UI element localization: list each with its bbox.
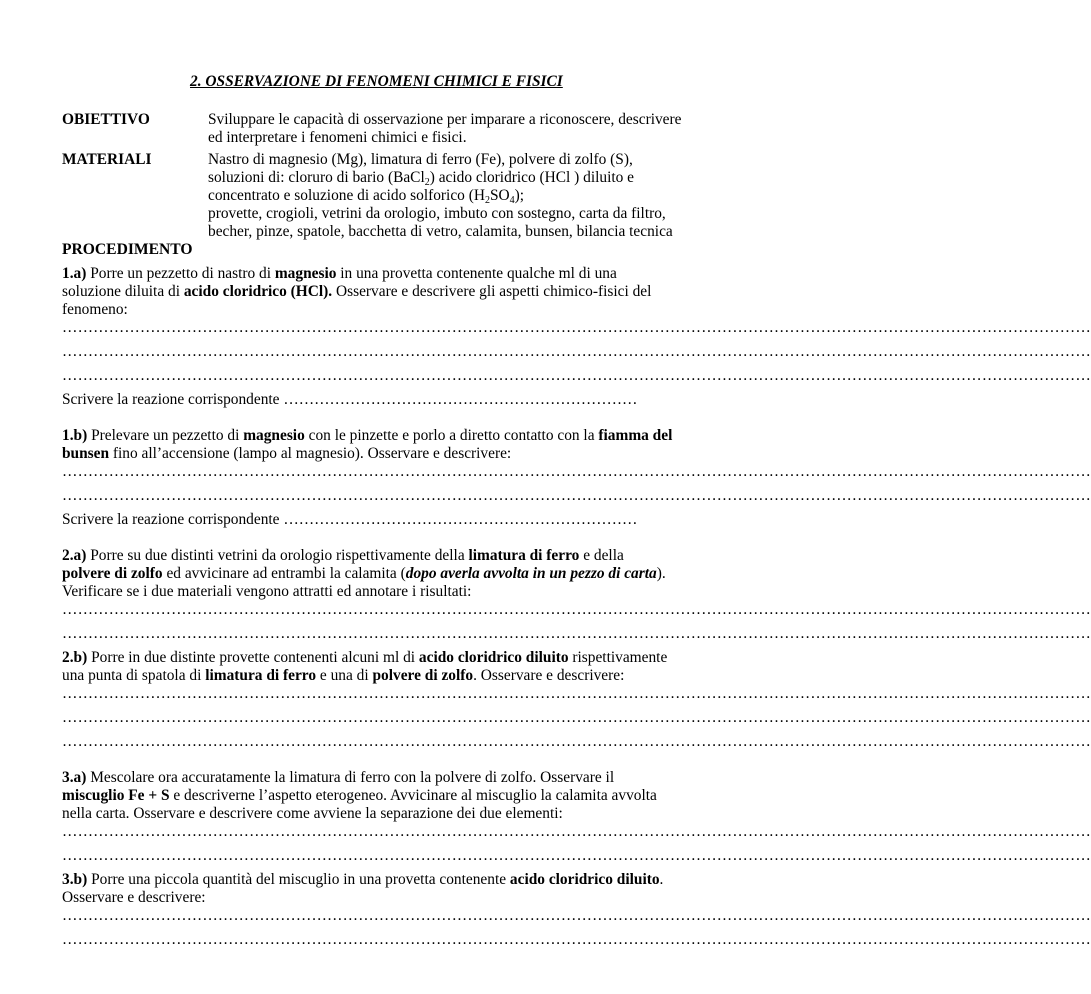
answer-line[interactable]: ……………………………………………………………………………………………………………………………………………………………………………… [62, 367, 1091, 384]
reaction-line: Scrivere la reazione corrispondente …………………………………………………………… [62, 391, 638, 408]
answer-line[interactable]: ……………………………………………………………………………………………………………………………………………………………………………… [62, 463, 1091, 480]
step-1a: 1.a) Porre un pezzetto di nastro di magnesio in una provetta contenente qualche ml di una soluzione diluita di acido cloridrico (HCl). Osservare e descrivere gli aspetti chimico-fisici del fenomeno: [62, 265, 652, 318]
reaction-answer-line[interactable]: …………………………………………………………… [283, 391, 638, 408]
answer-line[interactable]: ……………………………………………………………………………………………………………………………………………………………………………… [62, 709, 1091, 726]
answer-line[interactable]: ……………………………………………………………………………………………………………………………………………………………………………… [62, 931, 1091, 948]
answer-line[interactable]: ……………………………………………………………………………………………………………………………………………………………………………… [62, 487, 1091, 504]
objective-label: OBIETTIVO [62, 111, 150, 128]
answer-line[interactable]: ……………………………………………………………………………………………………………………………………………………………………………… [62, 907, 1091, 924]
step-1b: 1.b) Prelevare un pezzetto di magnesio con le pinzette e porlo a diretto contatto con la fiamma del bunsen fino all’accensione (lampo al magnesio). Osservare e descrivere: [62, 427, 673, 462]
answer-line[interactable]: ……………………………………………………………………………………………………………………………………………………………………………… [62, 625, 1091, 642]
reaction-answer-line[interactable]: …………………………………………………………… [283, 511, 638, 528]
page-title: 2. OSSERVAZIONE DI FENOMENI CHIMICI E FISICI [190, 73, 563, 90]
answer-line[interactable]: ……………………………………………………………………………………………………………………………………………………………………………… [62, 343, 1091, 360]
answer-line[interactable]: ……………………………………………………………………………………………………………………………………………………………………………… [62, 685, 1091, 702]
step-3a: 3.a) Mescolare ora accuratamente la limatura di ferro con la polvere di zolfo. Osservare il miscuglio Fe + S e descriverne l’aspetto eterogeneo. Avvicinare al miscuglio la calamita avvolta nella carta. Osservare e descrivere come avviene la separazione dei due elementi: [62, 769, 657, 822]
answer-line[interactable]: ……………………………………………………………………………………………………………………………………………………………………………… [62, 601, 1091, 618]
procedure-heading: PROCEDIMENTO [62, 241, 193, 258]
answer-line[interactable]: ……………………………………………………………………………………………………………………………………………………………………………… [62, 847, 1091, 864]
answer-line[interactable]: ……………………………………………………………………………………………………………………………………………………………………………… [62, 733, 1091, 750]
materials-label: MATERIALI [62, 151, 152, 168]
materials-text: Nastro di magnesio (Mg), limatura di ferro (Fe), polvere di zolfo (S), soluzioni di: cloruro di bario (BaCl$_2$) acido cloridrico (HCl ) diluito e concentrato e soluzione di acido solforico $(H_2SO_4)$; provette, crogioli, vetrini da orologio, imbuto con sostegno, carta da filtro, becher, pinze, spatole, bacchetta di vetro, calamita, bunsen, bilancia tecnica [208, 151, 673, 240]
step-2a: 2.a) Porre su due distinti vetrini da orologio rispettivamente della limatura di ferro e della polvere di zolfo ed avvicinare ad entrambi la calamita (dopo averla avvolta in un pezzo di carta). Verificare se i due materiali vengono attratti ed annotare i risultati: [62, 547, 666, 600]
reaction-line: Scrivere la reazione corrispondente …………………………………………………………… [62, 511, 638, 528]
answer-line[interactable]: ……………………………………………………………………………………………………………………………………………………………………………… [62, 823, 1091, 840]
step-2b: 2.b) Porre in due distinte provette contenenti alcuni ml di acido cloridrico diluito rispettivamente una punta di spatola di limatura di ferro e una di polvere di zolfo. Osservare e descrivere: [62, 649, 668, 684]
step-3b: 3.b) Porre una piccola quantità del miscuglio in una provetta contenente acido cloridrico diluito. Osservare e descrivere: [62, 871, 664, 906]
objective-text: Sviluppare le capacità di osservazione per imparare a riconoscere, descrivere ed interpretare i fenomeni chimici e fisici. [208, 111, 682, 146]
answer-line[interactable]: ……………………………………………………………………………………………………………………………………………………………………………… [62, 319, 1091, 336]
